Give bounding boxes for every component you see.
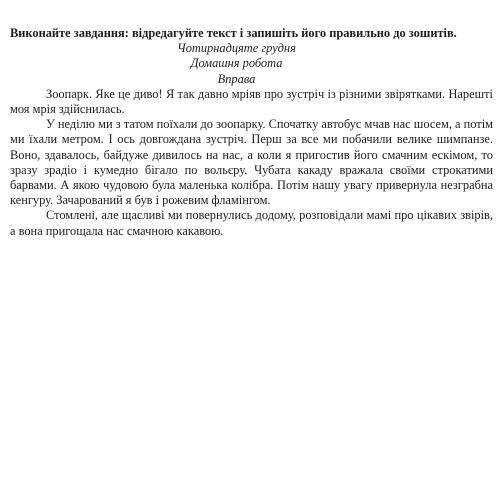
date-line: Чотирнадцяте грудня [177,41,296,56]
paragraph-1: Зоопарк. Яке це диво! Я так давно мріяв про зустріч із різними звірятками. Нарешті моя мрія здійснилась. [10,86,493,117]
homework-heading: Домашня робота [190,56,283,71]
paragraph-2: У неділю ми з татом поїхали до зоопарку. Спочатку автобус мчав нас шосем, а потім ми їхали метром. І ось довгождана зустріч. Перш за все ми побачили велике шимпанзе. Воно, здавалось, байдуже дивилось на нас, а коли я пригостив його смачним ескімом, то зразу зрадіо і кумедно бігало по вольєру. Чубата какаду вражала своїми строкатими барвами. А якою чудовою була маленька колібра. Потім нашу увагу привернула незграбна кенгуру. Зачарований я був і рожевим фламінгом. [10,117,493,208]
task-instruction: Виконайте завдання: відредагуйте текст і запишіть його правильно до зошитів. [10,26,457,40]
exercise-heading: Вправа [217,71,256,86]
paragraph-3: Стомлені, але щасливі ми повернулись додому, розповідали мамі про цікавих звірів, а вона пригощала нас смачною какавою. [10,208,493,238]
